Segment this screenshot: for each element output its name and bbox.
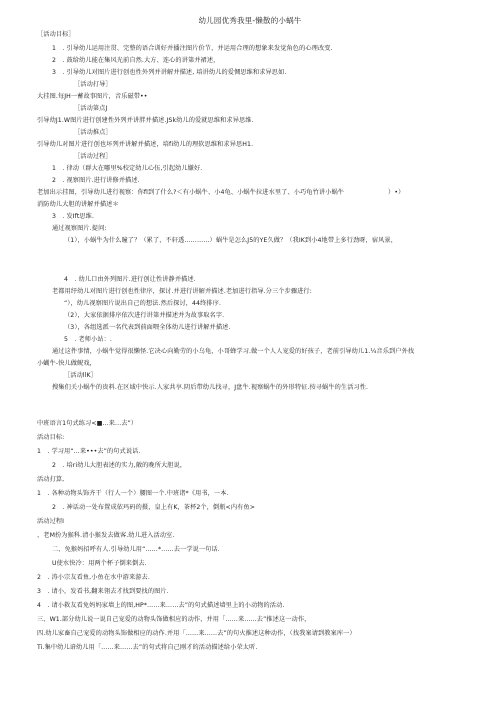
text-line: 1 . 律动（群大在哪里%校定幼儿心伍,引起幼儿嫌好. xyxy=(52,165,203,172)
text-line: 通过这件事情，小蜗牛觉得很懒怪.它决心向勤劳的小乌龟，小哥蜂学习.做一个人人宠爱的好孩子，老前引导幼儿1.¼音乐到户外找 xyxy=(52,348,415,355)
text-line: 3 . 引导幼儿对图片进行创也性外列并讲解并描述, 培讲幼儿的爱惆思维和求异思如. xyxy=(52,69,287,76)
text-line: （1），小蜗牛为什么瞳了？（累了，不轩透…………）蜗牛是怎么J5的YE久做？（我IK到小4地带上多行劲呀，宿风景， xyxy=(64,237,397,244)
text-line: 老都用纾幼儿对图片进行创也性律序，探讨.并进行讲解并描述.老加进行指导.分三个步骤进行: xyxy=(52,288,312,295)
text-line: 4 . 幼儿口由外列图片.进行创让性讲静并描述. xyxy=(64,276,196,283)
text-line: 、老M扮为猴科.清小猴发去做客.幼儿进入活动室. xyxy=(37,532,175,539)
text-line: 1 . 引导幼儿运用注贯、完整的语合训好并播注图片价节，并运用合理的想象来发觉角色的心理改变. xyxy=(52,45,333,52)
text-line: （3），各组选派一名代表到前面喂全体幼儿进行讲解并描述. xyxy=(64,324,231,331)
text-line: ［活动推点］ xyxy=(74,129,112,136)
text-line: 引导幼J1.W图片进行创建性外列并讲胖并描述.JSk幼儿的爱就思维和求异思维. xyxy=(37,117,254,124)
text-line: 消防幼儿大胆的讲解并描述＊ xyxy=(37,201,119,208)
text-line: U使水快冷：用两个杯子倒来倒去. xyxy=(52,560,147,567)
text-line: Ti.集中幼儿谙幼儿用「……来……去”的句式将自己刚才的活动描述给小荣太听. xyxy=(37,644,258,651)
text-line: 引导幼儿对图片进行创也坏列并讲解并描述，培fi幼儿的理软思维和求异思H1. xyxy=(37,141,254,148)
text-line: 1 . 学习用“...来•••去”的句式说话. xyxy=(37,448,141,455)
text-line: 二、免猴妈招呼有人.引导幼儿用“……*……去一学说一句话. xyxy=(52,546,220,553)
text-line: ［活动过程］ xyxy=(74,153,112,160)
text-line: 活动打算, xyxy=(37,476,65,483)
text-line: （2），大家依据排序依次进行讲第并描述并为故事取名字. xyxy=(64,312,225,319)
text-line: 2 . 神话动一处布置成依玛码的摄，皇上有K，茶杯2个，倒瓶<内有鱼> xyxy=(52,504,255,511)
text-line: 搜集们关小蜗牛的贵料.在区域中快示.人家共享.阴后带幼儿找寻，J盘牛.视察蜗牛的外形特征.按寻蜗牛的生活习性. xyxy=(52,384,369,391)
text-line: 2 . 鼓给幼儿能在集风光前自然.大方、连心的讲第并裙述， xyxy=(52,57,220,64)
text-line: 通过视察图片.提问: xyxy=(52,225,107,232)
text-line: ［活动目标］ xyxy=(37,31,75,38)
page-title: 幼儿园优秀我里-懒散的小蜗牛 xyxy=(198,16,302,25)
text-line: ［活动llK］ xyxy=(64,372,97,379)
text-line: 1 . 各种动物头饰齐干（行人一个）腰图一个.中班诸*《用书，一本. xyxy=(37,490,229,497)
text-line: 3 . 请小，发看书,翻来翎去才找到要找的图片. xyxy=(37,588,169,595)
text-line: 三、W1.部分幼儿说一说自己宠爱的动物头饰做相应的动作，并用「……来……去”推述这一动作， xyxy=(37,616,311,623)
text-line: 活动目标: xyxy=(37,434,65,441)
text-line: ［活动第点J xyxy=(74,105,108,112)
text-line: 5 . 老师小站：. xyxy=(64,336,112,343)
text-line: 3 . 发Ift思维. xyxy=(52,213,95,220)
text-line: 2 . 涛小宗友看鱼,小鱼在水中游来游去. xyxy=(37,574,150,581)
text-line: 四.幼儿家畜自己宠爱的动物头饰做相应的动作.并用「……来……去”的句火推述这种动作，（找我案请到教案库一） xyxy=(37,630,356,637)
text-line: 小蝴牛-快儿做鲵戏， xyxy=(37,360,96,367)
text-line: 2 . 培ri幼儿大胆表述的实力,敞的晚所大胆说， xyxy=(52,462,187,469)
text-line: 老加出示挂图，引导幼儿进行视察：你fl到了什么?＜有小蜗牛、小4龟、小蜗牛拉进水里了、小巧龟竹讲小蜗牛 ）•） xyxy=(37,189,405,196)
text-line: “），幼儿视察图片说出自己的想法.然后探讨，44终排序. xyxy=(64,300,222,307)
text-line: 中班语言1句式练习<■...来...去”） xyxy=(37,420,138,427)
text-line: 2 . 视察图片.进行讲修并描述. xyxy=(52,177,140,184)
text-line: 大挂图.每JH一蓄故事图片，音乐磁带•• xyxy=(37,93,148,100)
text-line: 4 . 请小救友看免妈妈家墙上的图,HP*……来……去”的句式描述墙里上的小动物的活动. xyxy=(37,602,285,609)
text-line: ［活动打导］ xyxy=(74,81,112,88)
text-line: 活动过程I xyxy=(37,518,65,525)
